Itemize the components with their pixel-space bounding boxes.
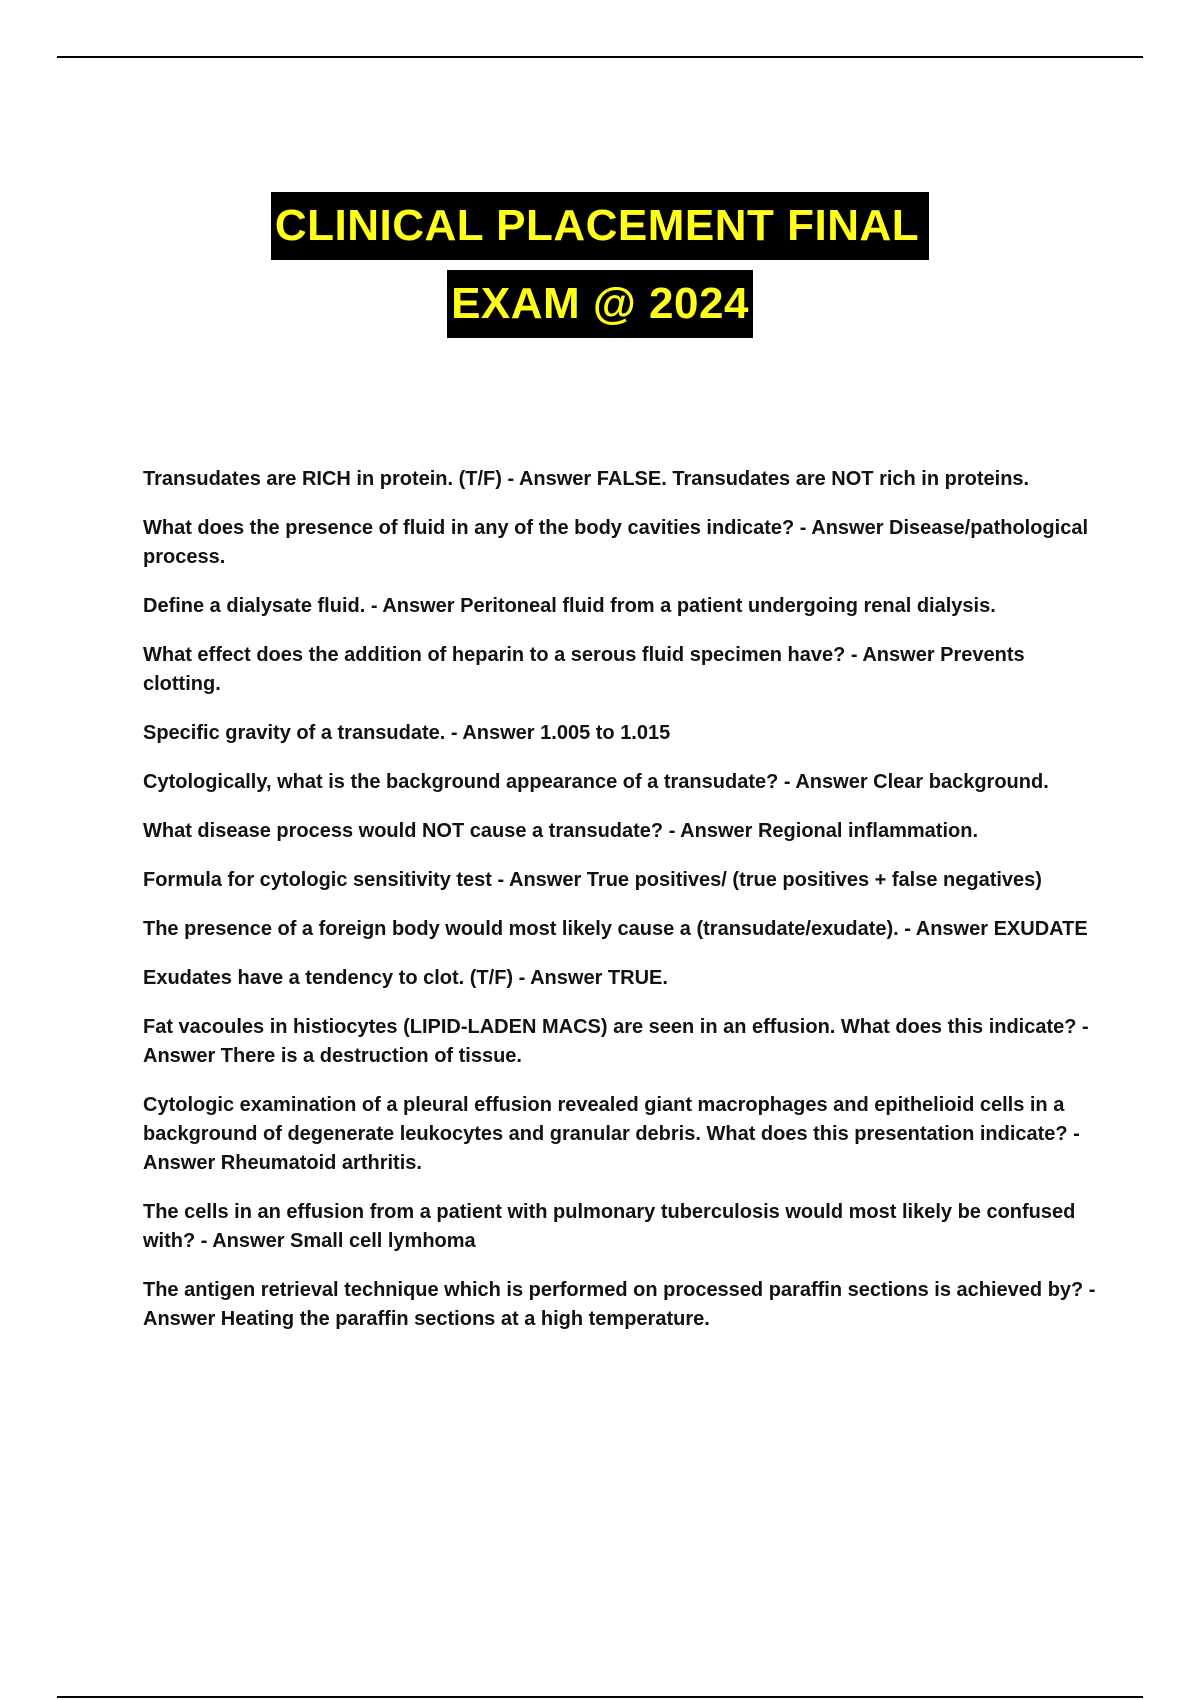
qa-item: What effect does the addition of heparin to a serous fluid specimen have? - Answer Prevents clotting.	[143, 644, 1025, 695]
top-rule	[57, 56, 1143, 58]
bottom-rule	[57, 1696, 1143, 1698]
qa-item: What disease process would NOT cause a transudate? - Answer Regional inflammation.	[143, 820, 978, 842]
document-title	[0, 192, 1200, 338]
qa-item: The presence of a foreign body would most likely cause a (transudate/exudate). - Answer EXUDATE	[143, 918, 1088, 940]
qa-item: What does the presence of fluid in any of the body cavities indicate? - Answer Disease/pathological process.	[143, 517, 1089, 568]
qa-item: The antigen retrieval technique which is performed on processed paraffin sections is achieved by? - Answer Heating the paraffin sections at a high temperature.	[143, 1279, 1096, 1330]
qa-item: Fat vacoules in histiocytes (LIPID-LADEN MACS) are seen in an effusion. What does this indicate? - Answer There is a destruction of tissue.	[143, 1016, 1089, 1067]
qa-item: Transudates are RICH in protein. (T/F) - Answer FALSE. Transudates are NOT rich in proteins.	[143, 468, 1030, 490]
qa-item: Cytologically, what is the background appearance of a transudate? - Answer Clear background.	[143, 771, 1049, 793]
qa-item: Define a dialysate fluid. - Answer Peritoneal fluid from a patient undergoing renal dialysis.	[143, 595, 996, 617]
qa-item: Specific gravity of a transudate. - Answer 1.005 to 1.015	[143, 722, 671, 744]
qa-item: Formula for cytologic sensitivity test - Answer True positives/ (true positives + false negatives)	[143, 869, 1042, 891]
qa-item: Cytologic examination of a pleural effusion revealed giant macrophages and epithelioid cells in a background of degenerate leukocytes and granular debris. What does this presentation indicate? - Answer Rheumatoid arthritis.	[143, 1094, 1080, 1174]
question-answer-list	[143, 465, 1103, 1354]
title-line-2: EXAM @ 2024	[447, 270, 753, 338]
qa-item: The cells in an effusion from a patient with pulmonary tuberculosis would most likely be confused with? - Answer Small cell lymhoma	[143, 1201, 1076, 1252]
qa-item: Exudates have a tendency to clot. (T/F) - Answer TRUE.	[143, 967, 668, 989]
title-line-1: CLINICAL PLACEMENT FINAL	[271, 192, 929, 260]
